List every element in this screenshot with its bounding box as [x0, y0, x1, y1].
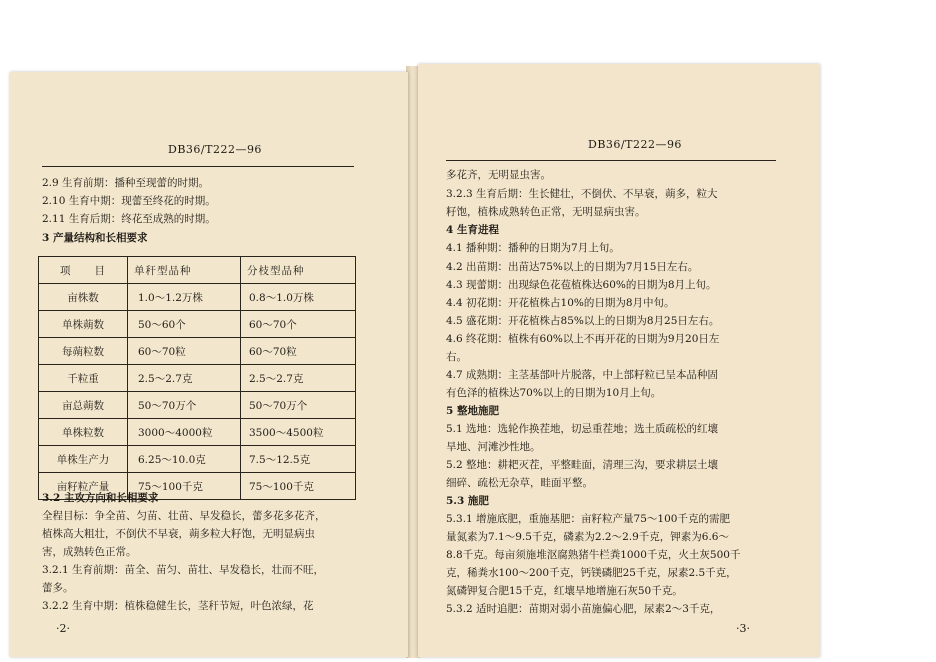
section-heading: 3 产量结构和长相要求: [42, 232, 148, 244]
right-header-rule: [446, 160, 776, 161]
right-line: 4.1 播种期：播种的日期为7月上旬。: [446, 242, 620, 254]
table-cell: 50～70万个: [128, 392, 241, 419]
table-cell: 亩籽粒产量: [39, 473, 128, 500]
table-cell: 3000～4000粒: [128, 419, 241, 446]
table-cell: 单株生产力: [39, 446, 128, 473]
table-row: [39, 311, 356, 338]
table-row: [39, 419, 356, 446]
left-line: 植株高大粗壮，不倒伏不早衰，蒴多粒大籽饱，无明显病虫: [42, 528, 315, 540]
section-heading: 5 整地施肥: [446, 405, 499, 417]
right-line: 4.3 现蕾期：出现绿色花苞植株达60%的日期为8月上旬。: [446, 279, 717, 291]
table-header-cell: 单秆型品种: [128, 257, 241, 284]
table-cell: 亩总蒴数: [39, 392, 128, 419]
right-line: 籽饱，植株成熟转色正常，无明显病虫害。: [446, 206, 646, 218]
right-line: 有色泽的植株达70%以上的日期为10月上旬。: [446, 387, 662, 399]
table-cell: 1.0～1.2万株: [128, 284, 241, 311]
right-line: 8.8千克。每亩须施堆沤腐熟猪牛栏粪1000千克，火土灰500千: [446, 549, 741, 561]
table-cell: 千粒重: [39, 365, 128, 392]
right-line: 克，稀粪水100～200千克，钙镁磷肥25千克，尿素2.5千克，: [446, 567, 737, 579]
right-line: 4.5 盛花期：开花植株占85%以上的日期为8月25日左右。: [446, 315, 720, 327]
right-line: 3.2.3 生育后期：生长健壮，不倒伏、不早衰，蒴多，粒大: [446, 188, 718, 200]
table-cell: 亩株数: [39, 284, 128, 311]
yield-structure-table: [38, 256, 356, 500]
table-cell: 6.25～10.0克: [128, 446, 241, 473]
left-line: 2.10 生育中期：现蕾至终花的时期。: [42, 195, 216, 207]
section-heading: 4 生育进程: [446, 224, 499, 236]
left-page-number: ·2·: [56, 622, 70, 635]
right-line: 旱地、河滩沙性地。: [446, 441, 541, 453]
table-cell: 50～60个: [128, 311, 241, 338]
right-line: 量氮素为7.1～9.5千克，磷素为2.2～2.9千克，钾素为6.6～: [446, 531, 729, 543]
left-page-header: DB36/T222—96: [168, 143, 262, 156]
right-line: 5.1 选地：选轮作换茬地，切忌重茬地；选土质疏松的红壤: [446, 423, 719, 435]
left-header-rule: [42, 166, 354, 167]
right-line: 细碎、疏松无杂草，畦面平整。: [446, 477, 593, 489]
table-cell: 7.5～12.5克: [241, 446, 356, 473]
right-line: 右。: [446, 351, 467, 363]
right-line: 4.7 成熟期：主茎基部叶片脱落，中上部籽粒已呈本品种固: [446, 369, 719, 381]
table-cell: 2.5～2.7克: [241, 365, 356, 392]
left-line: 害，成熟转色正常。: [42, 546, 137, 558]
right-line: 多花齐，无明显虫害。: [446, 169, 551, 181]
table-row: [39, 446, 356, 473]
table-cell: 单株蒴数: [39, 311, 128, 338]
table-cell: 60～70个: [241, 311, 356, 338]
table-row: [39, 365, 356, 392]
table-cell: 每蒴粒数: [39, 338, 128, 365]
table-cell: 75～100千克: [128, 473, 241, 500]
left-line: 2.11 生育后期：终花至成熟的时期。: [42, 213, 216, 225]
right-line: 4.6 终花期：植株有60%以上不再开花的日期为9月20日左: [446, 333, 720, 345]
table-row: [39, 392, 356, 419]
left-line: 全程目标：争全苗、匀苗、壮苗、早发稳长，蕾多花多花齐，: [42, 510, 326, 522]
table-cell: 50～70万个: [241, 392, 356, 419]
table-header-row: [39, 257, 356, 284]
left-line: 2.9 生育前期：播种至现蕾的时期。: [42, 177, 210, 189]
right-line: 4.2 出苗期：出苗达75%以上的日期为7月15日左右。: [446, 261, 699, 273]
right-line: 5.2 整地：耕耙灭茬，平整畦面，清理三沟，要求耕层土壤: [446, 459, 719, 471]
left-line: 蕾多。: [42, 582, 74, 594]
left-line: 3.2.2 生育中期：植株稳健生长，茎秆节短，叶色浓绿，花: [42, 600, 314, 612]
right-line: 5.3.1 增施底肥，重施基肥：亩籽粒产量75～100千克的需肥: [446, 513, 730, 525]
table-cell: 3500～4500粒: [241, 419, 356, 446]
table-cell: 0.8～1.0万株: [241, 284, 356, 311]
table-header-cell: 分枝型品种: [241, 257, 356, 284]
table-header-cell: 项 目: [39, 257, 128, 284]
table-cell: 单株粒数: [39, 419, 128, 446]
table-row: [39, 338, 356, 365]
right-page-number: ·3·: [736, 622, 750, 635]
table-cell: 75～100千克: [241, 473, 356, 500]
right-line: 4.4 初花期：开花植株占10%的日期为8月中旬。: [446, 297, 675, 309]
right-line: 5.3.2 适时追肥：苗期对弱小苗施偏心肥，尿素2～3千克，: [446, 603, 721, 615]
right-page-header: DB36/T222—96: [588, 138, 682, 151]
table-cell: 60～70粒: [241, 338, 356, 365]
left-line: 3.2.1 生育前期：苗全、苗匀、苗壮、早发稳长，壮而不旺，: [42, 564, 325, 576]
right-line: 氮磷钾复合肥15千克，红壤旱地增施石灰50千克。: [446, 585, 683, 597]
table-cell: 60～70粒: [128, 338, 241, 365]
subsection-heading: 5.3 施肥: [446, 495, 489, 507]
subsection-heading: 3.2 主攻方向和长相要求: [42, 492, 159, 504]
table-row: [39, 284, 356, 311]
table-cell: 2.5～2.7克: [128, 365, 241, 392]
